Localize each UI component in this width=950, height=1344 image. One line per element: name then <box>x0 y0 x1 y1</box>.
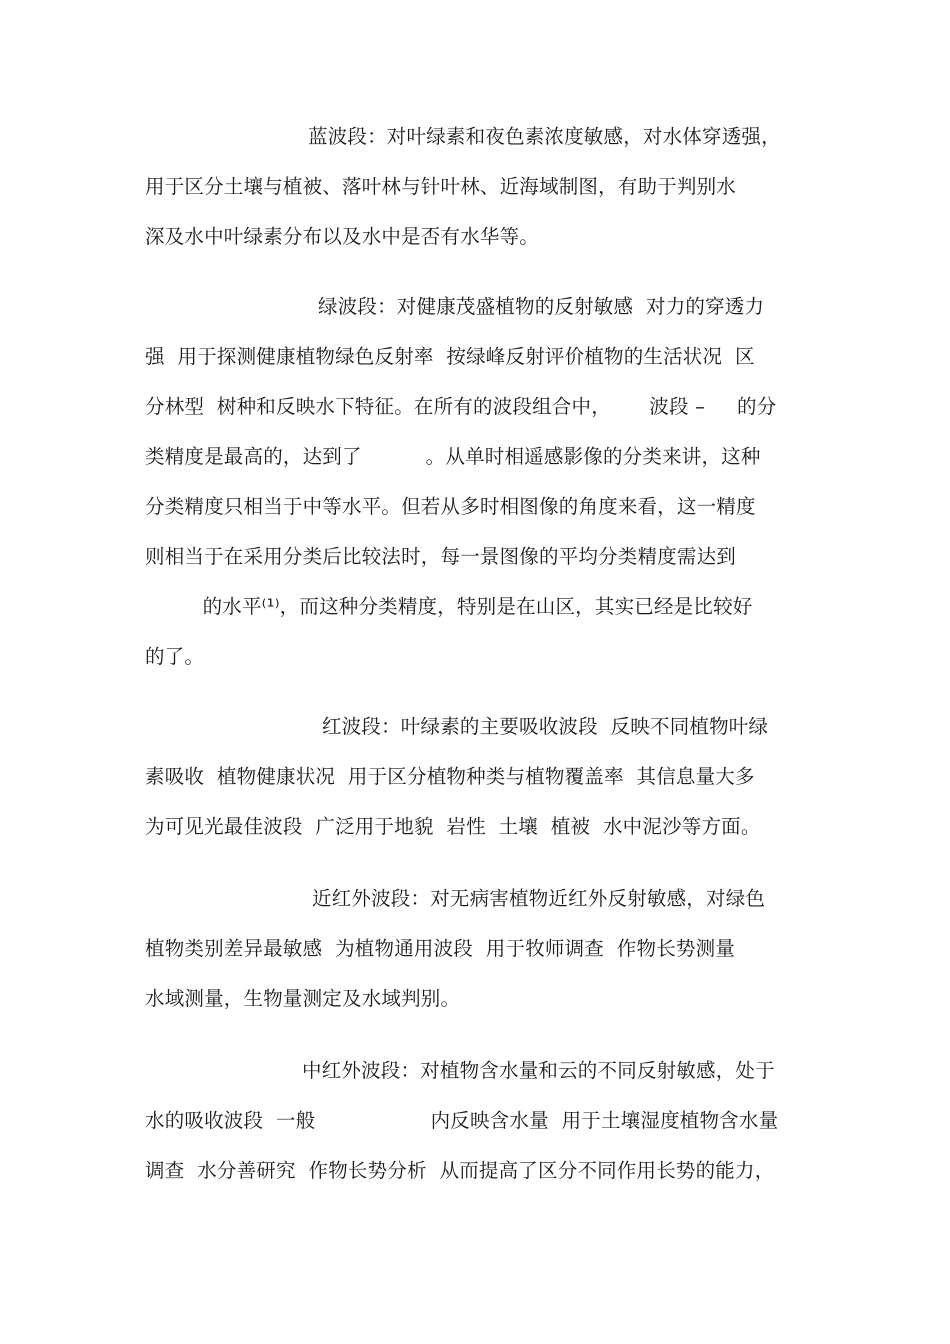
paragraph-red-line-1: 红波段：叶绿素的主要吸收波段 反映不同植物叶绿 <box>322 715 769 738</box>
paragraph-green-line-8: 的了。 <box>145 645 205 668</box>
paragraph-blue-line-1: 蓝波段：对叶绿素和夜色素浓度敏感，对水体穿透强， <box>308 125 781 148</box>
paragraph-green-line-2: 强 用于探测健康植物绿色反射率 按绿峰反射评价植物的生活状况 区 <box>145 345 755 368</box>
paragraph-mir-line-2: 水的吸收波段 一般 内反映含水量 用于土壤湿度植物含水量 <box>145 1109 779 1132</box>
paragraph-nir-line-1: 近红外波段：对无病害植物近红外反射敏感，对绿色 <box>312 887 766 910</box>
paragraph-green-line-5: 分类精度只相当于中等水平。但若从多时相图像的角度来看，这一精度 <box>145 495 756 518</box>
paragraph-nir-line-3: 水域测量，生物量测定及水域判别。 <box>145 987 461 1010</box>
paragraph-blue-line-2: 用于区分土壤与植被、落叶林与针叶林、近海域制图，有助于判别水 <box>145 175 737 198</box>
paragraph-green-line-7: 的水平⁽¹⁾，而这种分类精度，特别是在山区，其实已经是比较好 <box>145 595 753 618</box>
paragraph-nir-line-2: 植物类别差异最敏感 为植物通用波段 用于牧师调查 作物长势测量 <box>145 937 735 960</box>
paragraph-green-line-3: 分林型 树种和反映水下特征。在所有的波段组合中， 波段 – 的分 <box>145 395 777 418</box>
paragraph-green-line-4: 类精度是最高的，达到了 。从单时相遥感影像的分类来讲，这种 <box>145 445 761 468</box>
paragraph-green-line-6: 则相当于在采用分类后比较法时，每一景图像的平均分类精度需达到 <box>145 545 737 568</box>
paragraph-red-line-3: 为可见光最佳波段 广泛用于地貌 岩性 土壤 植被 水中泥沙等方面。 <box>145 815 761 838</box>
paragraph-mir-line-3: 调查 水分善研究 作物长势分析 从而提高了区分不同作用长势的能力， <box>145 1159 775 1182</box>
paragraph-green-line-1: 绿波段：对健康茂盛植物的反射敏感 对力的穿透力 <box>318 295 765 318</box>
paragraph-blue-line-3: 深及水中叶绿素分布以及水中是否有水华等。 <box>145 225 540 248</box>
paragraph-red-line-2: 素吸收 植物健康状况 用于区分植物种类与植物覆盖率 其信息量大多 <box>145 765 755 788</box>
paragraph-mir-line-1: 中红外波段：对植物含水量和云的不同反射敏感，处于 <box>302 1059 775 1082</box>
